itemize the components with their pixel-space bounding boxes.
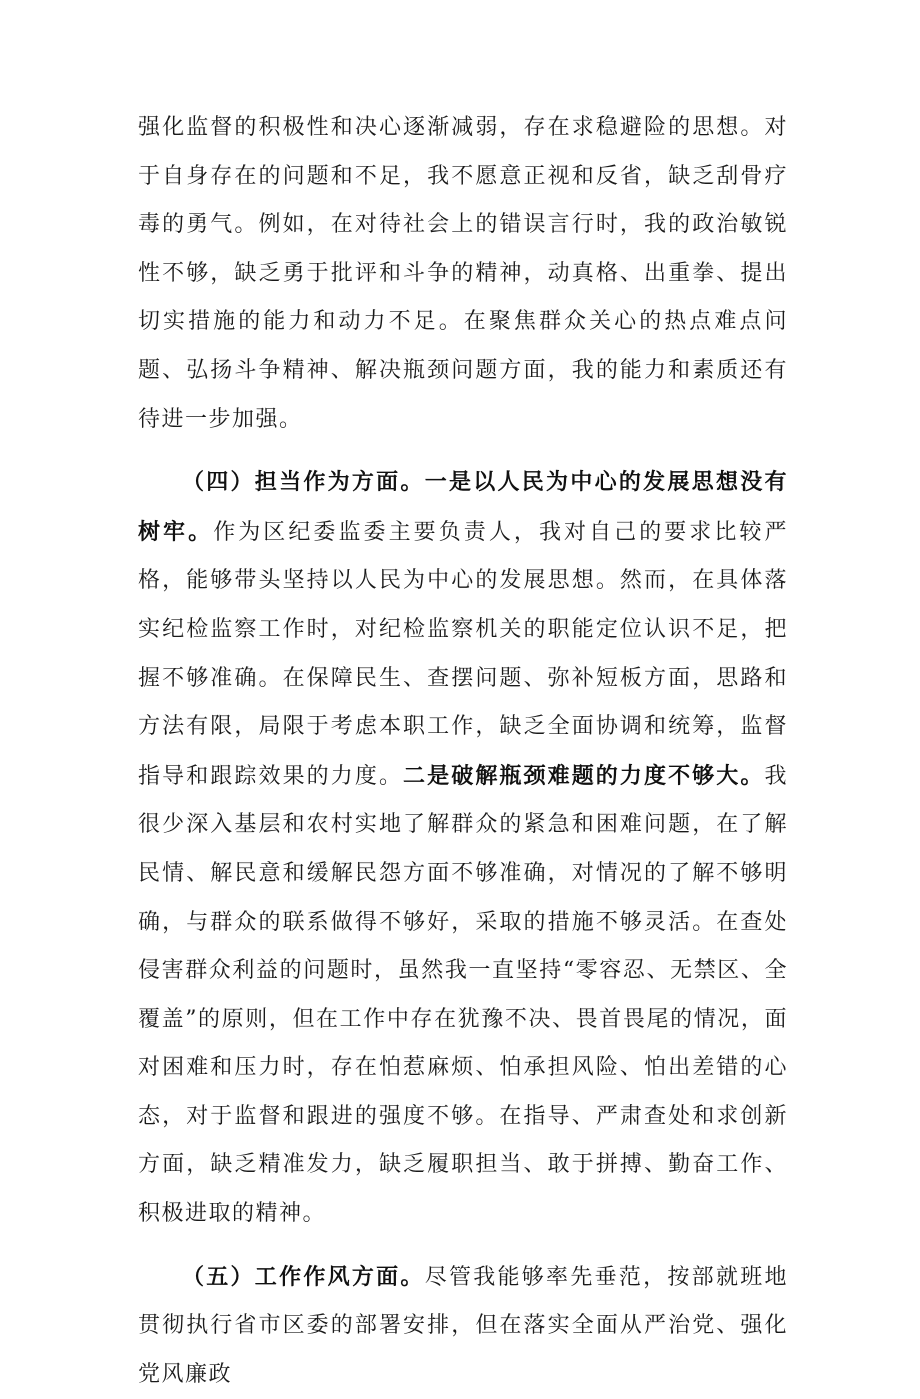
paragraph-2	[138, 458, 788, 1239]
paragraph-1	[138, 104, 788, 444]
paragraph-2-text-part1: 作为区纪委监委主要负责人，我对自己的要求比较严格，能够带头坚持以人民为中心的发展思想。然而，在具体落实纪检监察工作时，对纪检监察机关的职能定位认识不足，把握不够准确。在保障民生、查摆问题、弥补短板方面，思路和方法有限，局限于考虑本职工作，缺乏全面协调和统筹，监督指导和跟踪效果的力度。	[138, 519, 788, 789]
paragraph-1-text: 强化监督的积极性和决心逐渐减弱，存在求稳避险的思想。对于自身存在的问题和不足，我不愿意正视和反省，缺乏刮骨疗毒的勇气。例如，在对待社会上的错误言行时，我的政治敏锐性不够，缺乏勇于批评和斗争的精神，动真格、出重拳、提出切实措施的能力和动力不足。在聚焦群众关心的热点难点问题、弘扬斗争精神、解决瓶颈问题方面，我的能力和素质还有待进一步加强。	[138, 115, 788, 432]
section-5-heading: （五）工作作风方面。	[182, 1263, 425, 1290]
paragraph-3-text: 尽管我能够率先垂范，按部就班地贯彻执行省市区委的部署安排，但在落实全面从严治党、强化党风廉政	[138, 1264, 788, 1387]
paragraph-gap	[138, 1239, 788, 1253]
paragraph-gap	[138, 444, 788, 458]
section-4-heading: （四）担当作为方面。一是以人民为中心的发展思想没有树牢。	[138, 469, 788, 545]
section-4-subheading: 二是破解瓶颈难题的力度不够大。	[403, 762, 765, 789]
paragraph-2-text-part2: 我很少深入基层和农村实地了解群众的紧急和困难问题，在了解民情、解民意和缓解民怨方面不够准确，对情况的了解不够明确，与群众的联系做得不够好，采取的措施不够灵活。在查处侵害群众利益的问题时，虽然我一直坚持“零容忍、无禁区、全覆盖”的原则，但在工作中存在犹豫不决、畏首畏尾的情况，面对困难和压力时，存在怕惹麻烦、怕承担风险、怕出差错的心态，对于监督和跟进的强度不够。在指导、严肃查处和求创新方面，缺乏精准发力，缺乏履职担当、敢于拼搏、勤奋工作、积极进取的精神。	[138, 763, 788, 1227]
document-body	[138, 104, 788, 1399]
paragraph-3	[138, 1253, 788, 1399]
